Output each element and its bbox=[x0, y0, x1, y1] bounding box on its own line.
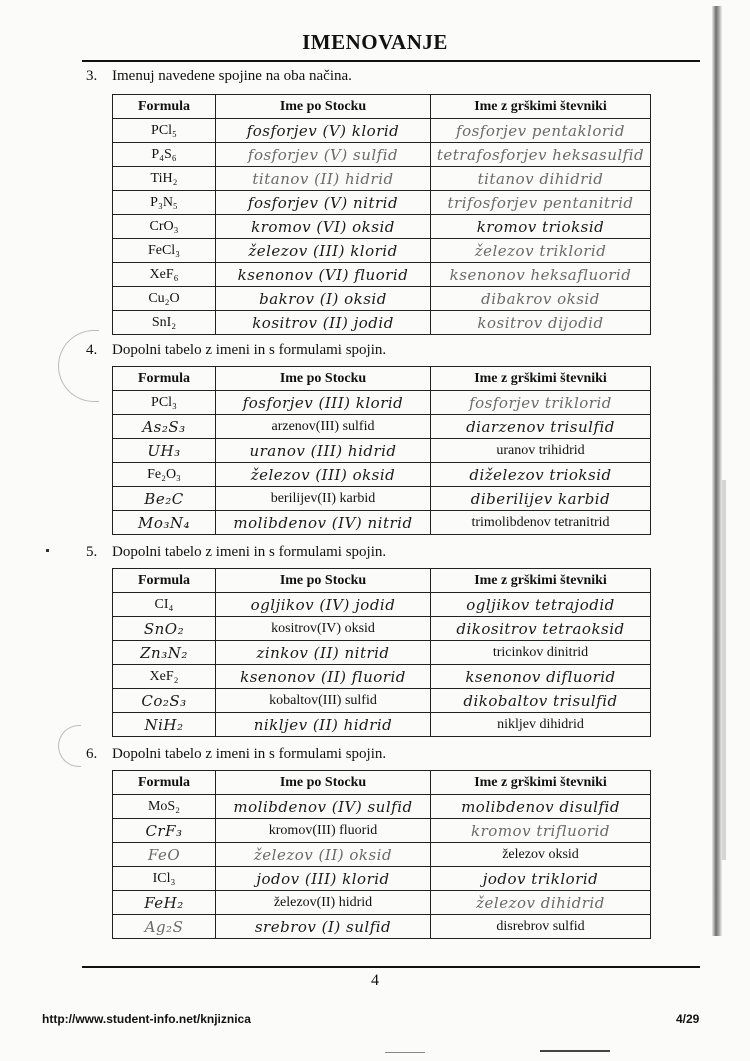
footer-page-count: 4/29 bbox=[676, 1012, 700, 1026]
scan-edge-shadow-secondary bbox=[722, 480, 726, 860]
greek-name-cell: disrebrov sulfid bbox=[431, 915, 651, 939]
formula-cell[interactable]: NiH₂ bbox=[113, 713, 216, 737]
formula-cell[interactable]: As₂S₃ bbox=[113, 415, 216, 439]
table-row bbox=[113, 593, 651, 617]
section-number: 4. bbox=[86, 342, 98, 358]
stock-name-cell[interactable]: ogljikov (IV) jodid bbox=[216, 593, 431, 617]
table-row bbox=[113, 119, 651, 143]
stock-name-cell[interactable]: fosforjev (III) klorid bbox=[216, 391, 431, 415]
stock-name-cell[interactable]: fosforjev (V) klorid bbox=[216, 119, 431, 143]
stock-name-cell[interactable]: jodov (III) klorid bbox=[216, 867, 431, 891]
formula-cell[interactable]: CI₄ bbox=[113, 593, 216, 617]
table-row bbox=[113, 487, 651, 511]
stock-name-cell[interactable]: fosforjev (V) sulfid bbox=[216, 143, 431, 167]
stock-name-cell[interactable]: nikljev (II) hidrid bbox=[216, 713, 431, 737]
stock-name-cell[interactable]: železov (II) oksid bbox=[216, 843, 431, 867]
stock-name-cell[interactable]: ksenonov (VI) fluorid bbox=[216, 263, 431, 287]
table-header-row bbox=[113, 569, 651, 593]
stock-name-cell[interactable]: železov (III) klorid bbox=[216, 239, 431, 263]
section-5-instruction bbox=[86, 544, 386, 561]
table-row bbox=[113, 617, 651, 641]
section-4-table bbox=[112, 366, 651, 535]
section-3-table bbox=[112, 94, 651, 335]
column-header-stock: Ime po Stocku bbox=[216, 569, 431, 593]
margin-pencil-arc bbox=[58, 330, 99, 402]
formula-cell[interactable]: SnO₂ bbox=[113, 617, 216, 641]
table-row bbox=[113, 891, 651, 915]
page-title: IMENOVANJE bbox=[302, 30, 448, 54]
table-row bbox=[113, 819, 651, 843]
table-row bbox=[113, 287, 651, 311]
formula-cell[interactable]: PCl₃ bbox=[113, 391, 216, 415]
greek-name-cell[interactable]: tetrafosforjev heksasulfid bbox=[431, 143, 651, 167]
table-row bbox=[113, 439, 651, 463]
instruction-text: Dopolni tabelo z imeni in s formulami spojin. bbox=[112, 342, 387, 358]
formula-cell: XeF₆ bbox=[113, 263, 216, 287]
formula-cell[interactable]: ICl₃ bbox=[113, 867, 216, 891]
column-header-greek: Ime z grškimi števniki bbox=[431, 569, 651, 593]
greek-name-cell[interactable]: titanov dihidrid bbox=[431, 167, 651, 191]
column-header-greek: Ime z grškimi števniki bbox=[431, 771, 651, 795]
section-number: 6. bbox=[86, 746, 98, 762]
formula-cell[interactable]: FeO bbox=[113, 843, 216, 867]
greek-name-cell[interactable]: fosforjev pentaklorid bbox=[431, 119, 651, 143]
stock-name-cell[interactable]: uranov (III) hidrid bbox=[216, 439, 431, 463]
formula-cell: FeCl₃ bbox=[113, 239, 216, 263]
column-header-formula: Formula bbox=[113, 367, 216, 391]
stock-name-cell[interactable]: železov (III) oksid bbox=[216, 463, 431, 487]
stray-mark bbox=[46, 549, 49, 552]
scan-artifact bbox=[540, 1050, 610, 1052]
table-row bbox=[113, 713, 651, 737]
stock-name-cell: kobaltov(III) sulfid bbox=[216, 689, 431, 713]
formula-cell[interactable]: Zn₃N₂ bbox=[113, 641, 216, 665]
section-3-instruction bbox=[86, 68, 352, 85]
greek-name-cell: železov oksid bbox=[431, 843, 651, 867]
formula-cell[interactable]: Co₂S₃ bbox=[113, 689, 216, 713]
table-row bbox=[113, 263, 651, 287]
greek-name-cell: tricinkov dinitrid bbox=[431, 641, 651, 665]
section-number: 5. bbox=[86, 544, 98, 560]
table-header-row bbox=[113, 95, 651, 119]
greek-name-cell[interactable]: ogljikov tetrajodid bbox=[431, 593, 651, 617]
greek-name-cell[interactable]: dibakrov oksid bbox=[431, 287, 651, 311]
greek-name-cell[interactable]: trifosforjev pentanitrid bbox=[431, 191, 651, 215]
column-header-stock: Ime po Stocku bbox=[216, 771, 431, 795]
footer-rule bbox=[82, 966, 700, 968]
stock-name-cell[interactable]: kromov (VI) oksid bbox=[216, 215, 431, 239]
instruction-text: Dopolni tabelo z imeni in s formulami spojin. bbox=[112, 746, 387, 762]
greek-name-cell[interactable]: dikositrov tetraoksid bbox=[431, 617, 651, 641]
table-row bbox=[113, 867, 651, 891]
column-header-stock: Ime po Stocku bbox=[216, 367, 431, 391]
greek-name-cell[interactable]: diarzenov trisulfid bbox=[431, 415, 651, 439]
formula-cell[interactable]: XeF₂ bbox=[113, 665, 216, 689]
instruction-text: Dopolni tabelo z imeni in s formulami spojin. bbox=[112, 544, 387, 560]
formula-cell[interactable]: Ag₂S bbox=[113, 915, 216, 939]
greek-name-cell[interactable]: dikobaltov trisulfid bbox=[431, 689, 651, 713]
table-header-row bbox=[113, 367, 651, 391]
greek-name-cell: trimolibdenov tetranitrid bbox=[431, 511, 651, 535]
margin-pencil-arc bbox=[58, 725, 81, 767]
greek-name-cell: uranov trihidrid bbox=[431, 439, 651, 463]
greek-name-cell[interactable]: diberilijev karbid bbox=[431, 487, 651, 511]
stock-name-cell[interactable]: bakrov (I) oksid bbox=[216, 287, 431, 311]
stock-name-cell[interactable]: molibdenov (IV) nitrid bbox=[216, 511, 431, 535]
section-6-instruction bbox=[86, 746, 386, 763]
formula-cell[interactable]: FeH₂ bbox=[113, 891, 216, 915]
table-row bbox=[113, 143, 651, 167]
table-row bbox=[113, 843, 651, 867]
header-rule bbox=[82, 60, 700, 62]
greek-name-cell[interactable]: železov triklorid bbox=[431, 239, 651, 263]
stock-name-cell: kromov(III) fluorid bbox=[216, 819, 431, 843]
formula-cell: P₄S₆ bbox=[113, 143, 216, 167]
page-number: 4 bbox=[371, 972, 379, 989]
greek-name-cell[interactable]: diželezov trioksid bbox=[431, 463, 651, 487]
stock-name-cell[interactable]: zinkov (II) nitrid bbox=[216, 641, 431, 665]
scan-edge-shadow bbox=[712, 6, 722, 936]
stock-name-cell[interactable]: srebrov (I) sulfid bbox=[216, 915, 431, 939]
stock-name-cell[interactable]: kositrov (II) jodid bbox=[216, 311, 431, 335]
column-header-formula: Formula bbox=[113, 95, 216, 119]
stock-name-cell: berilijev(II) karbid bbox=[216, 487, 431, 511]
stock-name-cell[interactable]: fosforjev (V) nitrid bbox=[216, 191, 431, 215]
formula-cell: Cu₂O bbox=[113, 287, 216, 311]
table-row bbox=[113, 391, 651, 415]
greek-name-cell[interactable]: kromov trioksid bbox=[431, 215, 651, 239]
formula-cell: PCl₅ bbox=[113, 119, 216, 143]
greek-name-cell[interactable]: fosforjev triklorid bbox=[431, 391, 651, 415]
section-4-instruction bbox=[86, 342, 386, 359]
formula-cell[interactable]: Fe₂O₃ bbox=[113, 463, 216, 487]
stock-name-cell: kositrov(IV) oksid bbox=[216, 617, 431, 641]
formula-cell: SnI₂ bbox=[113, 311, 216, 335]
stock-name-cell[interactable]: ksenonov (II) fluorid bbox=[216, 665, 431, 689]
formula-cell[interactable]: Mo₃N₄ bbox=[113, 511, 216, 535]
greek-name-cell[interactable]: jodov triklorid bbox=[431, 867, 651, 891]
table-row bbox=[113, 511, 651, 535]
column-header-formula: Formula bbox=[113, 569, 216, 593]
table-row bbox=[113, 191, 651, 215]
scan-artifact bbox=[385, 1052, 425, 1053]
table-row bbox=[113, 215, 651, 239]
greek-name-cell[interactable]: ksenonov difluorid bbox=[431, 665, 651, 689]
column-header-greek: Ime z grškimi števniki bbox=[431, 95, 651, 119]
section-number: 3. bbox=[86, 68, 98, 84]
table-row bbox=[113, 239, 651, 263]
formula-cell: CrO₃ bbox=[113, 215, 216, 239]
formula-cell: TiH₂ bbox=[113, 167, 216, 191]
table-row bbox=[113, 415, 651, 439]
table-row bbox=[113, 641, 651, 665]
stock-name-cell[interactable]: molibdenov (IV) sulfid bbox=[216, 795, 431, 819]
table-row bbox=[113, 665, 651, 689]
greek-name-cell[interactable]: kromov trifluorid bbox=[431, 819, 651, 843]
table-row bbox=[113, 167, 651, 191]
formula-cell: P₃N₅ bbox=[113, 191, 216, 215]
section-5-table bbox=[112, 568, 651, 737]
greek-name-cell[interactable]: molibdenov disulfid bbox=[431, 795, 651, 819]
formula-cell[interactable]: UH₃ bbox=[113, 439, 216, 463]
greek-name-cell: nikljev dihidrid bbox=[431, 713, 651, 737]
table-header-row bbox=[113, 771, 651, 795]
stock-name-cell: arzenov(III) sulfid bbox=[216, 415, 431, 439]
greek-name-cell[interactable]: železov dihidrid bbox=[431, 891, 651, 915]
table-row bbox=[113, 915, 651, 939]
formula-cell[interactable]: Be₂C bbox=[113, 487, 216, 511]
table-row bbox=[113, 463, 651, 487]
table-row bbox=[113, 795, 651, 819]
instruction-text: Imenuj navedene spojine na oba načina. bbox=[112, 68, 352, 84]
table-row bbox=[113, 311, 651, 335]
column-header-stock: Ime po Stocku bbox=[216, 95, 431, 119]
formula-cell[interactable]: CrF₃ bbox=[113, 819, 216, 843]
greek-name-cell[interactable]: kositrov dijodid bbox=[431, 311, 651, 335]
section-6-table bbox=[112, 770, 651, 939]
column-header-greek: Ime z grškimi števniki bbox=[431, 367, 651, 391]
footer-url-link[interactable]: http://www.student-info.net/knjiznica bbox=[42, 1012, 251, 1026]
table-row bbox=[113, 689, 651, 713]
stock-name-cell[interactable]: titanov (II) hidrid bbox=[216, 167, 431, 191]
stock-name-cell: železov(II) hidrid bbox=[216, 891, 431, 915]
formula-cell[interactable]: MoS₂ bbox=[113, 795, 216, 819]
column-header-formula: Formula bbox=[113, 771, 216, 795]
greek-name-cell[interactable]: ksenonov heksafluorid bbox=[431, 263, 651, 287]
